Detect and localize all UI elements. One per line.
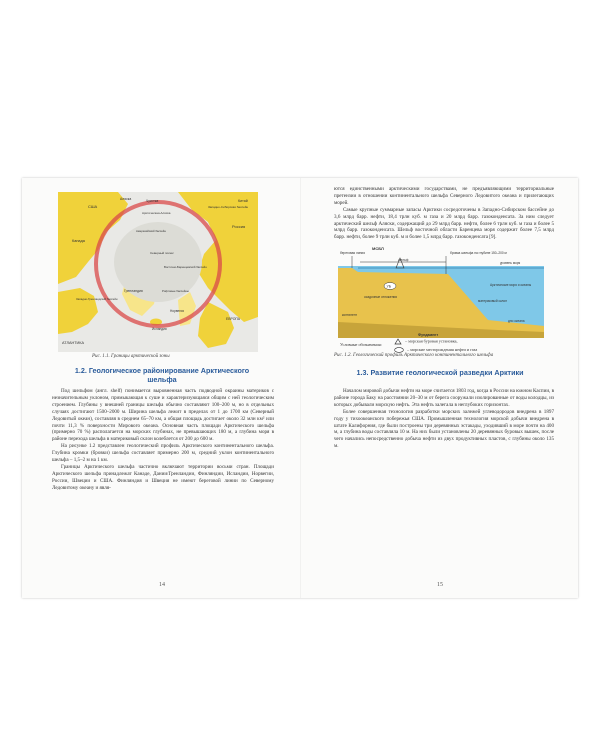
right-page [300,178,578,598]
map-label-china: Китай [238,199,248,203]
profile-label-sea-level: уровень моря [500,261,521,265]
paragraph: Началом мировой добычи нефти на море считается 1803 год, когда в России на южном Каспии, в районе города Баку на расстоянии 20–30 м от берега сооружали изолированные от воды колодцы, из которых добывали морскую нефть. Эта нефть залегала в неглубоких горизонтах. [334,388,554,408]
left-page-body [52,388,274,492]
profile-label-continent: континент [342,313,357,317]
map-label-chukotka: Чукотка [146,199,159,203]
book-gutter [300,178,301,598]
right-page-bottom-body [334,388,554,450]
rig-icon [394,338,402,345]
profile-label-shoreline: береговая линия [340,251,365,255]
paragraph: Более совершенная технология разработки морских залежей углеводородов внедрена в 1897 году у тихоокеанского побережья США. Промышленная технология морской добычи внедрена в штате Калифорния, где были построены три деревянных эстакады, уходивший в море почти на 400 м, а глубина воды составляла 10 м. На них были установлены 20 деревянных буровых вышек, после чего начались непосредственно добыча нефти из двух продуктивных пластов, с глубины около 135 м. [334,408,554,450]
geological-profile-diagram [338,246,544,338]
profile-label-ocean-floor: дно океана [508,319,525,323]
section-heading-1-3: 1.3. Развитие геологической разведки Арктики [356,368,524,377]
map-label-east-barents-basin: Восточно-Баренцевский бассейн [164,265,207,269]
right-page-top-body [334,186,554,241]
figure-1-1-caption: Рис. 1.1. Границы арктической зоны [92,354,170,359]
legend-item-rig-text: – морская буровая установка, [405,338,458,344]
figure-1-2-caption: Рис. 1.2. Геологический профиль Арктического континентального шельфа [334,353,494,358]
paragraph: На рисунке 1.2 представлен геологический профиль Арктического континентального шельфа. Глубина кромки (бровки) шельфа составляет примерно 200 м, средний уклон континентального шельфа – 1,5–2 м на 1 км. [52,443,274,464]
left-page [22,178,300,598]
map-label-europe: ЕВРОПА [226,317,241,321]
profile-label-foundation: Фундамент [418,333,439,337]
legend-title: Условные обозначения: [340,342,382,347]
map-label-west-siberian-basin: Западно-Сибирская бассейн [208,205,249,209]
map-label-iceland: Исландия [152,327,167,331]
paragraph: Самые крупные суммарные запасы Арктики сосредоточены в Западно-Сибирском бассейне до 3,6 млрд барр. нефти, 18,4 трлн куб. м газа и 20 млрд барр. газоконденсата. За ним следует арктический шельф Аляски, содержащий до 29 млрд барр. нефти, более 6 трлн куб. м газа и более 5 млрд барр. газоконденсата. Шельф восточной области Баренцева моря содержит более 7,5 млрд барр. нефти, более 9 трлн куб. м и более 1,5 млрд барр. газоконденсата [9]. [334,206,554,241]
paragraph: ются единственными арктическими государствами, не предъявляющими территориальные претензии в отношении континентального шельфа Северного Ледовитого океана и прилегающих морей. [334,186,554,206]
profile-label-shelf-edge: бровка шельфа на глубине 150–200 м [450,251,507,255]
map-label-norway: Норвегия [170,309,184,313]
profile-label-oceans: Арктические моря и океаны [490,283,532,287]
arctic-zone-map [58,192,258,352]
paragraph: Границы Арктического шельфа частично включают территории восьми стран. Площади Арктического шельфа принадлежат Канаде, Дании/Гренландии, Финляндии, Исландии, Норвегии, России, Швеции и США. Финляндия и Швеция не имеют береговой линии по Северному Ледовитому океану и явля- [52,463,274,491]
section-heading-1-2: 1.2. Геологическое районирование Арктического шельфа [74,366,250,384]
profile-label-deposits: осадочные отложения [364,295,397,299]
paragraph: Под шельфом (англ. shelf) понимается выровненная часть подводной окраины материков с незначительным уклоном, примыкающая к суше и характеризующаяся общим с ней геологическим строением. Глубины у внешней границы шельфа обычно составляют 100–200 м, но в отдельных случаях достигают 1500–2000 м. Ширина шельфа лежит в пределах от 1 до 1700 км (Северный Ледовитый океан), составляя в среднем 65–70 км, а общая площадь достигает около 32 млн км² или почти 11,3 % поверхности Мирового океана. Основная часть площади Арктического шельфа (примерно 70 %) располагается на морских глубинах, не превышающих 180 м, а глубина моря в районе перехода шельфа в материковый склон колеблется от 200 до 600 м. [52,388,274,443]
legend-item-deposit-text: – морские месторождения нефти и газа [407,347,478,352]
map-label-north-pole: Северный полюс [150,251,174,255]
map-label-alaska: Аляска [120,197,132,201]
map-label-rift-basins: Рифтовые бассейны [162,289,189,293]
map-label-amerasia-basin: Амеразийский бассейн [136,229,166,233]
map-label-greenland: Гренландия [124,289,143,293]
profile-label-msbl: МСБЛ [372,246,384,251]
profile-label-deposit-marker: УБ [386,284,392,289]
map-label-usa: США [88,204,98,209]
map-label-canada: Канада [72,239,85,243]
map-label-west-greenland-basin: Западно-Гренландский бассейн [76,297,118,301]
profile-label-shelf: шельф [398,258,409,262]
map-label-russia: Россия [232,224,246,229]
page-number-left: 14 [159,582,165,588]
legend-item-rig [394,338,458,345]
map-label-arctic-alaska-basin: Арктическая-Аляска [142,211,171,215]
profile-label-continental-slope: материковый склон [478,299,507,303]
page-number-right: 15 [437,582,443,588]
map-label-atlantic: АТЛАНТИКА [62,341,85,345]
